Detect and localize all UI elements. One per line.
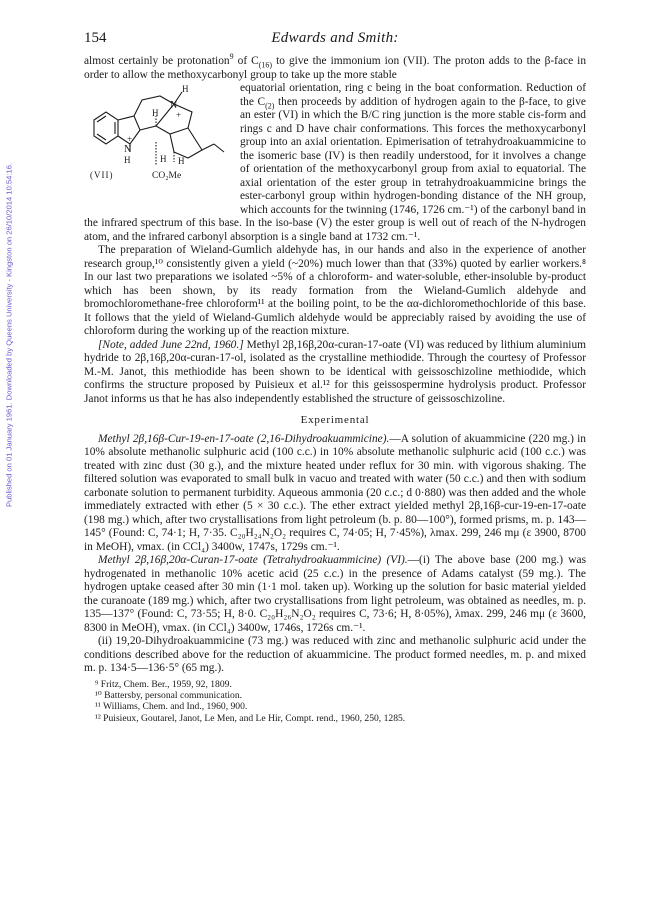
download-watermark-text: Published on 01 January 1961. Downloaded by Queens University - Kingston on 26/10/2014 10:54:16.: [4, 162, 14, 508]
page-number: 154: [84, 30, 107, 46]
paragraph-1-lead: [84, 52, 587, 82]
entry-1-title: Methyl 2β,16β-Cur-19-en-17-oate (2,16-Dihydroakuammicine).: [98, 432, 390, 445]
atom-h-c3b: H: [178, 156, 185, 166]
atom-n-top: N: [170, 100, 178, 111]
p1-wrap-text: equatorial orientation, ring c being in the boat conformation. Reduction of the C: [240, 82, 586, 108]
immonium-ion-structure: [84, 82, 232, 206]
entry-2-text: —(i) The above base (200 mg.) was hydrogenated in methanolic 10% acetic acid (25 c.c.) in the presence of Adams catalyst (59 mg.). The hydrogen uptake ceased after 30 min (1·1 mol. taken up). Working up the solution for basic material yielded the curanoate (189 mg.) which, after two crystallisations from light petroleum, was obtained as needles, m. p. 135—137° (Found: C, 73·55; H, 8·0. C₂₀H₂₆N₂O₂ requires C, 73·6; H, 8·05%), λmax. 299, 246 mμ (ε 3600, 8300 in MeOH), νmax. (in CCl₄) 3400w, 1746s, 1726s cm.⁻¹.: [84, 554, 586, 634]
atom-h-top: H: [182, 84, 189, 94]
p1-mid-text: of C: [233, 55, 259, 67]
paragraph-3-text: Methyl 2β,16β,20α-curan-17-oate (VI) was reduced by lithium aluminium hydride to 2β,16β,20α-curan-17-ol, isolated as the crystalline methiodide. Through the courtesy of Professor M.-M. Janot, this methiodide has been shown to be identical with geissoschizoline methiodide, which confirms the structure proposed by Puisieux et al.¹² for this geissospermine hydrolysis product. Professor Janot informs us that he has also independently established the structure of geissoschizoline.: [84, 338, 586, 405]
benzene-ring: [94, 112, 118, 144]
p1-wrap-rest-text: then proceeds by addition of hydrogen again to the β-face, to give an ester (VI) in which the B/C ring junction is the more stable cis-form and rings c and D have chair conformations. This forces the methoxycarbonyl group into an axial orientation. Epimerisation of tetrahydroakuammicine to the isomeric base (IV) is then readily understood, for it involves a change of orientation of the methoxycarbonyl group from axial to equatorial. The axial orientation of the ester group in tetrahydroakuammicine brings the ester-carbonyl group within hydrogen-bonding distance of the NH group, which accounts for the twinning (1746, 1726 cm.⁻¹) of the carbonyl band in the infrared spectrum of this base. In the iso-base (V) the ester group is well out of reach of the N-hydrogen atom, and the infrared carbonyl absorption is a single band at 1732 cm.⁻¹.: [84, 95, 587, 243]
entry-2-title: Methyl 2β,16β,20α-Curan-17-oate (Tetrahydroakuammicine) (VI).: [98, 554, 408, 566]
dated-note: [Note, added June 22nd, 1960.]: [98, 338, 244, 351]
footnote-9: ⁹ Fritz, Chem. Ber., 1959, 92, 1809.: [95, 678, 232, 690]
experimental-heading: Experimental: [300, 414, 370, 426]
footnote-12: ¹² Puisieux, Goutarel, Janot, Le Men, and Le Hir, Compt. rend., 1960, 250, 1285.: [95, 712, 406, 724]
paragraph-2: The preparation of Wieland-Gumlich aldehyde has, in our hands and also in the experience of another research group,¹⁰ consistently given a yield (~20%) much lower than that (33%) quoted by earlier workers.⁸ In our last two preparations we isolated ~5% of a chloroform- and water-soluble, ether-insoluble by-product which has been shown, by its ready formation from the Wieland-Gumlich aldehyde and bromochloromethane-free chloroform¹¹ at the boiling point, to be the αα-dichloromethochloride of this base. It follows that the yield of Wieland-Gumlich aldehyde would be appreciably raised by avoiding the use of chloroform during the working up of the reaction mixture.: [84, 244, 586, 337]
atom-h-c3: H: [160, 154, 167, 164]
running-title: Edwards and Smith:: [271, 30, 399, 46]
c16-subscript: (16): [258, 60, 273, 70]
atom-n-top-charge: +: [176, 110, 182, 120]
atom-n-bottom: N: [124, 144, 132, 155]
footnote-10: ¹⁰ Battersby, personal communication.: [95, 689, 243, 701]
ref-9: 9: [229, 52, 234, 62]
entry-1-text: —A solution of akuammicine (220 mg.) in 10% absolute methanolic sulphuric acid (100 c.c.) in 10% absolute methanolic sulphuric acid (100 c.c.) was treated with zinc dust (30 g.), and the mixture heated under reflux for 30 min. with vigorous shaking. The filtered solution was evaporated to small bulk in vacuo and treated with water (50 c.c.) and then with sodium carbonate solution to permanent turbidity. Aqueous ammonia (20 c.c.; d 0·880) was then added and the whole immediately extracted with ether (5 × 30 c.c.). The ether extract yielded methyl 2β,16β-cur-19-en-17-oate (198 mg.) which, after two crystallisations from light petroleum (b. p. 80—100°), formed prisms, m. p. 143—145° (Found: C, 74·1; H, 7·35. C₂₀H₂₄N₂O₂ requires C, 74·05; H, 7·45%), λmax. 299, 246 mμ (ε 3900, 8700 in MeOH), νmax. (in CCl₄) 3400w, 1747s, 1729s cm.⁻¹.: [84, 432, 586, 553]
article-body: [84, 52, 587, 724]
download-watermark: [2, 75, 16, 595]
structure-figure-VII: [84, 82, 232, 206]
experimental-entry-2: [84, 554, 586, 635]
compound-label-VII: (VII): [90, 170, 114, 180]
c2-subscript: (2): [265, 100, 275, 110]
footnote-11: ¹¹ Williams, Chem. and Ind., 1960, 900.: [95, 701, 248, 713]
experimental-entry-3: (ii) 19,20-Dihydroakuammicine (73 mg.) was reduced with zinc and methanolic sulphuric acid under the conditions described above for the reduction of akuammicine. The product formed needles, m. p. and mixed m. p. 134·5—136·5° (65 mg.).: [84, 635, 586, 674]
p1-rest-text: to give the immonium ion (VII). The proton adds to the β-face in order to allow the methoxycarbonyl group to take up the more stable: [84, 55, 587, 81]
atom-n-plus: +: [127, 134, 133, 144]
paragraph-3: [84, 339, 586, 407]
footnotes: [84, 679, 586, 725]
p1-lead-text: almost certainly be protonation: [84, 55, 230, 67]
ester-group-label: CO₂Me: [152, 171, 182, 181]
atom-h-ring: H: [152, 108, 159, 118]
page-header: [84, 30, 586, 50]
experimental-entry-1: [84, 433, 586, 555]
atom-h-nh: H: [124, 155, 131, 165]
